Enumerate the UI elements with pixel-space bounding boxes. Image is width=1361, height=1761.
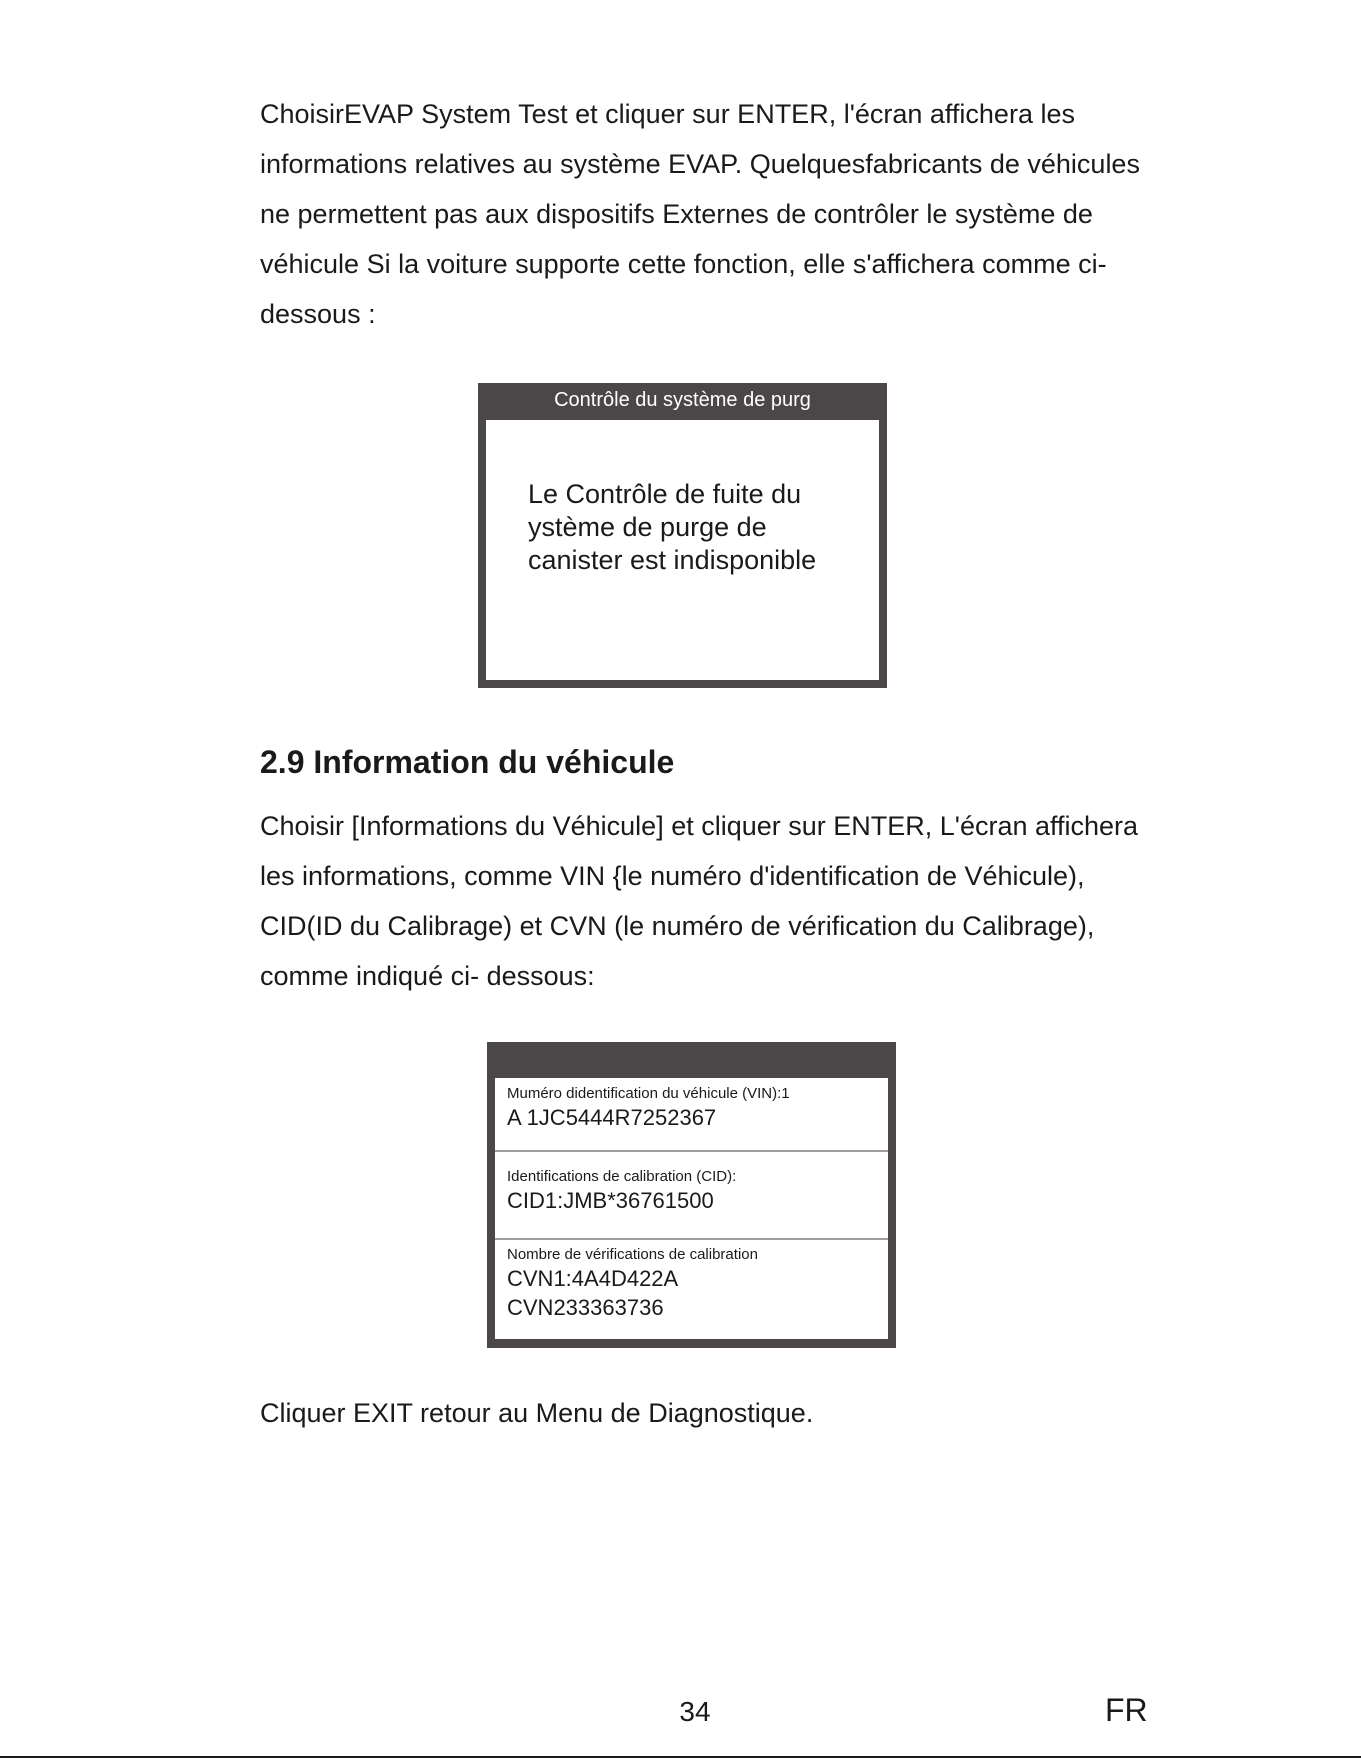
evap-screen-title: Contrôle du système de purg bbox=[554, 389, 811, 411]
vin-row bbox=[495, 1078, 888, 1152]
cvn-value-1: CVN1:4A4D422A bbox=[507, 1266, 679, 1291]
vehicle-info-screen bbox=[487, 1042, 896, 1348]
cid-row bbox=[495, 1152, 888, 1240]
cvn-row bbox=[495, 1240, 888, 1339]
vehicle-info-paragraph: Choisir [Informations du Véhicule] et cliquer sur ENTER, L'écran affichera les informations, comme VIN {le numéro d'identification de Véhicule), CID(ID du Calibrage) et CVN (le numéro de vérification du Calibrage), comme indiqué ci- dessous: bbox=[260, 811, 1139, 991]
evap-screen bbox=[478, 383, 887, 688]
evap-screen-body bbox=[486, 420, 879, 680]
evap-screen-message: Le Contrôle de fuite du ystème de purge de canister est indisponible bbox=[528, 479, 817, 575]
exit-instruction: Cliquer EXIT retour au Menu de Diagnostique. bbox=[260, 1398, 814, 1428]
section-heading: 2.9 Information du véhicule bbox=[260, 744, 675, 780]
cid-value: CID1:JMB*36761500 bbox=[507, 1188, 714, 1213]
cid-label: Identifications de calibration (CID): bbox=[507, 1168, 737, 1185]
cvn-value-2: CVN233363736 bbox=[507, 1295, 664, 1320]
language-label: FR bbox=[1105, 1692, 1148, 1728]
intro-paragraph: ChoisirEVAP System Test et cliquer sur ENTER, l'écran affichera les informations relatives au système EVAP. Quelquesfabricants de véhicules ne permettent pas aux dispositifs Externes de contrôler le système de véhicule Si la voiture supporte cette fonction, elle s'affichera comme ci-dessous : bbox=[260, 99, 1140, 329]
bottom-divider bbox=[0, 1756, 1361, 1758]
page-number: 34 bbox=[679, 1696, 711, 1727]
vin-label: Muméro didentification du véhicule (VIN):1 bbox=[507, 1085, 790, 1102]
vehicle-info-screen-body bbox=[495, 1078, 888, 1339]
vin-value: A 1JC5444R7252367 bbox=[507, 1105, 717, 1130]
cvn-label: Nombre de vérifications de calibration bbox=[507, 1246, 758, 1263]
